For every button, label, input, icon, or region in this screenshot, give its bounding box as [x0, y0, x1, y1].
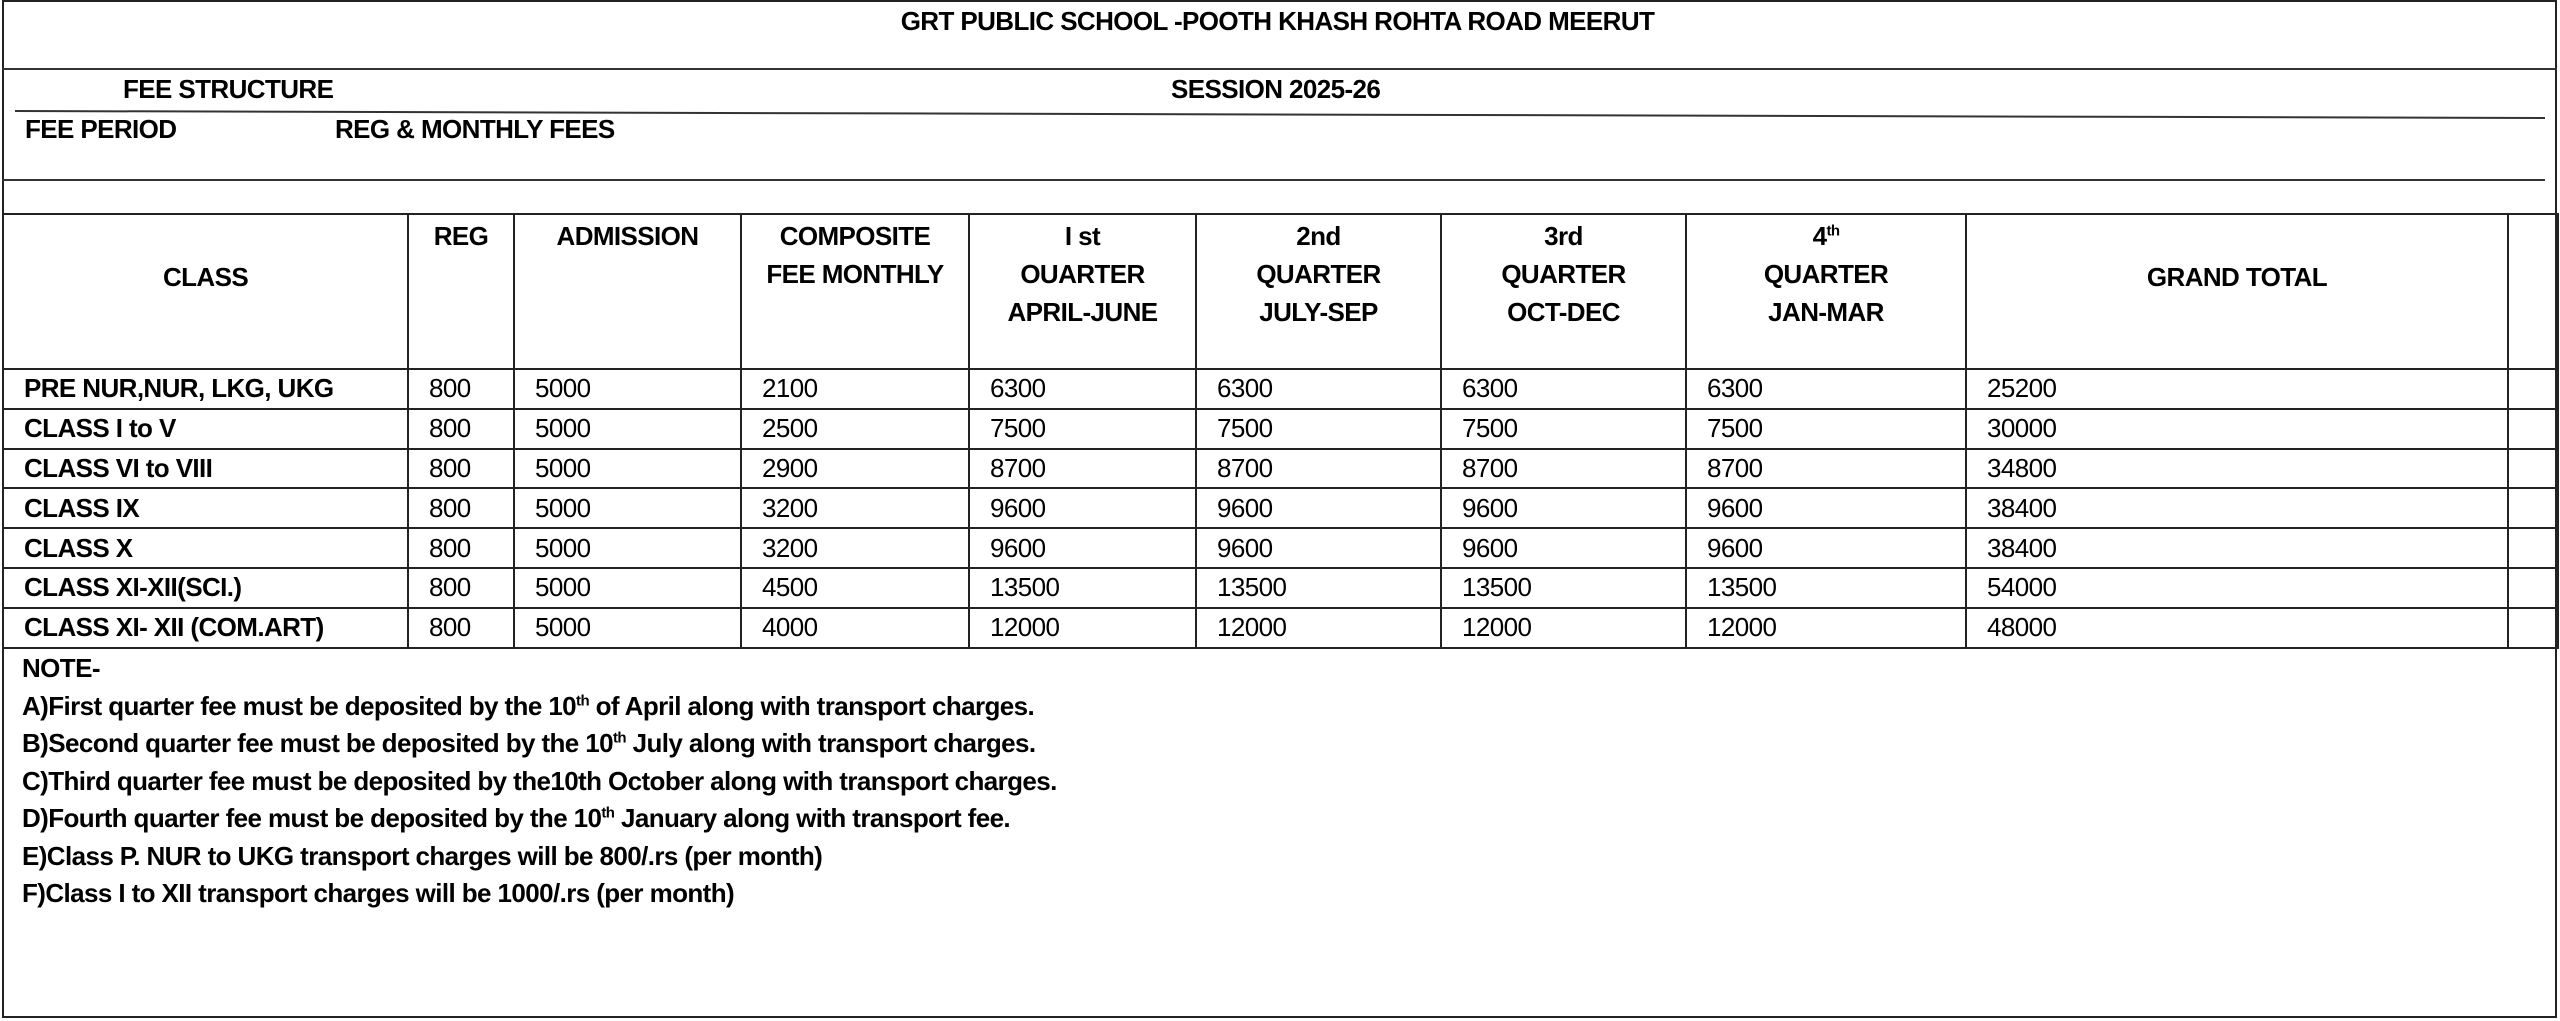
column-header-line [1442, 217, 1685, 255]
session-label: SESSION 2025-26 [1171, 74, 1381, 104]
cell-q2: 9600 [1196, 528, 1441, 568]
cell-composite-monthly: 2100 [741, 369, 969, 409]
note-item [22, 688, 1057, 726]
ordinal-suffix: th [576, 691, 590, 709]
note-text: July along with transport charges. [625, 728, 1036, 758]
note-text: E)Class P. NUR to UKG transport charges will be 800/.rs (per month) [22, 840, 823, 871]
column-header-blank [2508, 214, 2558, 369]
column-header-line [1687, 255, 1965, 293]
cell-q4: 6300 [1686, 369, 1966, 409]
cell-q4: 8700 [1686, 449, 1966, 489]
cell-blank [2508, 528, 2558, 568]
cell-admission: 5000 [514, 528, 741, 568]
column-header-line [1197, 255, 1440, 293]
column-header-text: APRIL-JUNE [1007, 297, 1158, 327]
column-header-line [1442, 255, 1685, 293]
note-item [22, 763, 1057, 801]
note-text: A)First quarter fee must be deposited by the 10 [22, 690, 577, 721]
column-header-composite-fee-monthly [741, 214, 969, 369]
cell-q4: 9600 [1686, 488, 1966, 528]
cell-q3: 9600 [1441, 528, 1686, 568]
cell-q2: 12000 [1196, 608, 1441, 648]
note-text: B)Second quarter fee must be deposited by the 10 [22, 728, 613, 758]
column-header-line [970, 217, 1195, 255]
cell-composite-monthly: 2900 [741, 449, 969, 489]
cell-q4: 12000 [1686, 608, 1966, 648]
cell-class: CLASS XI- XII (COM.ART) [3, 608, 408, 648]
notes-section [22, 650, 1057, 913]
cell-q2: 8700 [1196, 449, 1441, 489]
fee-period-label: FEE PERIOD [25, 114, 177, 144]
cell-admission: 5000 [514, 608, 741, 648]
column-header-line [1687, 293, 1965, 331]
cell-q4: 7500 [1686, 409, 1966, 449]
column-header-second-quarter [1196, 214, 1441, 369]
column-header-line [515, 217, 740, 255]
column-header-fourth-quarter [1686, 214, 1966, 369]
cell-blank [2508, 568, 2558, 608]
cell-grand-total: 54000 [1966, 568, 2508, 608]
cell-q3: 12000 [1441, 608, 1686, 648]
column-header-text: QUARTER [1763, 259, 1889, 289]
cell-class: CLASS VI to VIII [3, 449, 408, 489]
column-header-reg [408, 214, 514, 369]
cell-q3: 8700 [1441, 449, 1686, 489]
cell-q3: 7500 [1441, 409, 1686, 449]
cell-q1: 12000 [969, 608, 1196, 648]
cell-grand-total: 34800 [1966, 449, 2508, 489]
cell-reg: 800 [408, 449, 514, 489]
column-header-class [3, 214, 408, 369]
column-header-admission [514, 214, 741, 369]
cell-class: PRE NUR,NUR, LKG, UKG [3, 369, 408, 409]
column-header-text: JULY-SEP [1259, 297, 1378, 327]
column-header-text: FEE MONTHLY [766, 259, 944, 289]
column-header-grand-total [1966, 214, 2508, 369]
note-text: January along with transport fee. [614, 803, 1011, 833]
column-header-text: ADMISSION [556, 221, 699, 251]
fee-structure-label: FEE STRUCTURE [123, 74, 334, 104]
table-row [3, 528, 2558, 568]
cell-grand-total: 38400 [1966, 488, 2508, 528]
column-header-text: 3rd [1544, 221, 1583, 251]
column-header-text: COMPOSITE [779, 221, 931, 251]
note-text: of April along with transport charges. [589, 690, 1035, 721]
cell-blank [2508, 608, 2558, 648]
note-text: F)Class I to XII transport charges will be 1000/.rs (per month) [22, 878, 735, 908]
column-header-text: JAN-MAR [1768, 297, 1884, 327]
ordinal-suffix: th [601, 804, 615, 822]
cell-q2: 13500 [1196, 568, 1441, 608]
cell-grand-total: 38400 [1966, 528, 2508, 568]
cell-reg: 800 [408, 488, 514, 528]
ordinal-suffix: th [613, 729, 626, 747]
cell-reg: 800 [408, 369, 514, 409]
cell-q3: 9600 [1441, 488, 1686, 528]
cell-composite-monthly: 4500 [741, 568, 969, 608]
cell-reg: 800 [408, 409, 514, 449]
note-item [22, 875, 1057, 913]
cell-q1: 9600 [969, 488, 1196, 528]
cell-class: CLASS X [3, 528, 408, 568]
note-item [22, 725, 1057, 763]
cell-q3: 13500 [1441, 568, 1686, 608]
cell-q1: 7500 [969, 409, 1196, 449]
cell-q1: 9600 [969, 528, 1196, 568]
column-header-text: QUARTER [1501, 259, 1626, 289]
table-row [3, 369, 2558, 409]
column-header-text: OUARTER [1020, 259, 1145, 289]
cell-reg: 800 [408, 528, 514, 568]
column-header-line [1967, 258, 2507, 296]
cell-q2: 7500 [1196, 409, 1441, 449]
column-header-text: GRAND TOTAL [2146, 261, 2328, 292]
column-header-text: REG [433, 221, 489, 251]
table-row [3, 409, 2558, 449]
cell-grand-total: 25200 [1966, 369, 2508, 409]
ordinal-suffix: th [1826, 222, 1840, 240]
column-header-line [1687, 217, 1965, 255]
column-header-text: I st [1064, 221, 1101, 251]
cell-q1: 13500 [969, 568, 1196, 608]
column-header-line [970, 293, 1195, 331]
table-row [3, 568, 2558, 608]
notes-heading: NOTE- [22, 653, 100, 683]
table-body [3, 369, 2558, 648]
table-row [3, 449, 2558, 489]
note-text: C)Third quarter fee must be deposited by the10th October along with transport charges. [22, 765, 1057, 796]
column-header-first-quarter [969, 214, 1196, 369]
table-header-row [3, 214, 2558, 369]
column-header-line [1197, 217, 1440, 255]
cell-blank [2508, 449, 2558, 489]
cell-class: CLASS XI-XII(SCI.) [3, 568, 408, 608]
cell-q1: 6300 [969, 369, 1196, 409]
column-header-text: QUARTER [1256, 259, 1381, 289]
fee-period-divider [2, 179, 2545, 181]
column-header-third-quarter [1441, 214, 1686, 369]
cell-grand-total: 48000 [1966, 608, 2508, 648]
cell-blank [2508, 488, 2558, 528]
school-title: GRT PUBLIC SCHOOL -POOTH KHASH ROHTA ROAD MEERUT [900, 6, 1655, 36]
column-header-text: 4 [1812, 221, 1827, 251]
cell-q1: 8700 [969, 449, 1196, 489]
cell-reg: 800 [408, 608, 514, 648]
cell-blank [2508, 369, 2558, 409]
cell-q3: 6300 [1441, 369, 1686, 409]
cell-composite-monthly: 4000 [741, 608, 969, 648]
cell-reg: 800 [408, 568, 514, 608]
column-header-line [970, 255, 1195, 293]
column-header-line [1442, 293, 1685, 331]
cell-admission: 5000 [514, 409, 741, 449]
table-row [3, 608, 2558, 648]
column-header-line [742, 255, 968, 293]
note-text: D)Fourth quarter fee must be deposited by the 10 [22, 803, 602, 833]
cell-admission: 5000 [514, 568, 741, 608]
cell-class: CLASS I to V [3, 409, 408, 449]
column-header-text: CLASS [162, 261, 249, 292]
cell-composite-monthly: 2500 [741, 409, 969, 449]
cell-q4: 13500 [1686, 568, 1966, 608]
column-header-line [1197, 293, 1440, 331]
cell-composite-monthly: 3200 [741, 528, 969, 568]
fee-period-value: REG & MONTHLY FEES [335, 114, 615, 144]
fee-structure-underline [0, 0, 2560, 220]
column-header-text: 2nd [1296, 221, 1341, 251]
fee-table [2, 213, 2559, 649]
column-header-line [742, 217, 968, 255]
note-item [22, 838, 1057, 876]
note-item [22, 800, 1057, 838]
table-row [3, 488, 2558, 528]
cell-class: CLASS IX [3, 488, 408, 528]
cell-q2: 9600 [1196, 488, 1441, 528]
cell-admission: 5000 [514, 488, 741, 528]
cell-admission: 5000 [514, 449, 741, 489]
cell-admission: 5000 [514, 369, 741, 409]
cell-q4: 9600 [1686, 528, 1966, 568]
cell-grand-total: 30000 [1966, 409, 2508, 449]
cell-composite-monthly: 3200 [741, 488, 969, 528]
column-header-line [4, 258, 407, 296]
cell-q2: 6300 [1196, 369, 1441, 409]
column-header-line [409, 217, 513, 255]
column-header-text: OCT-DEC [1507, 297, 1620, 327]
cell-blank [2508, 409, 2558, 449]
